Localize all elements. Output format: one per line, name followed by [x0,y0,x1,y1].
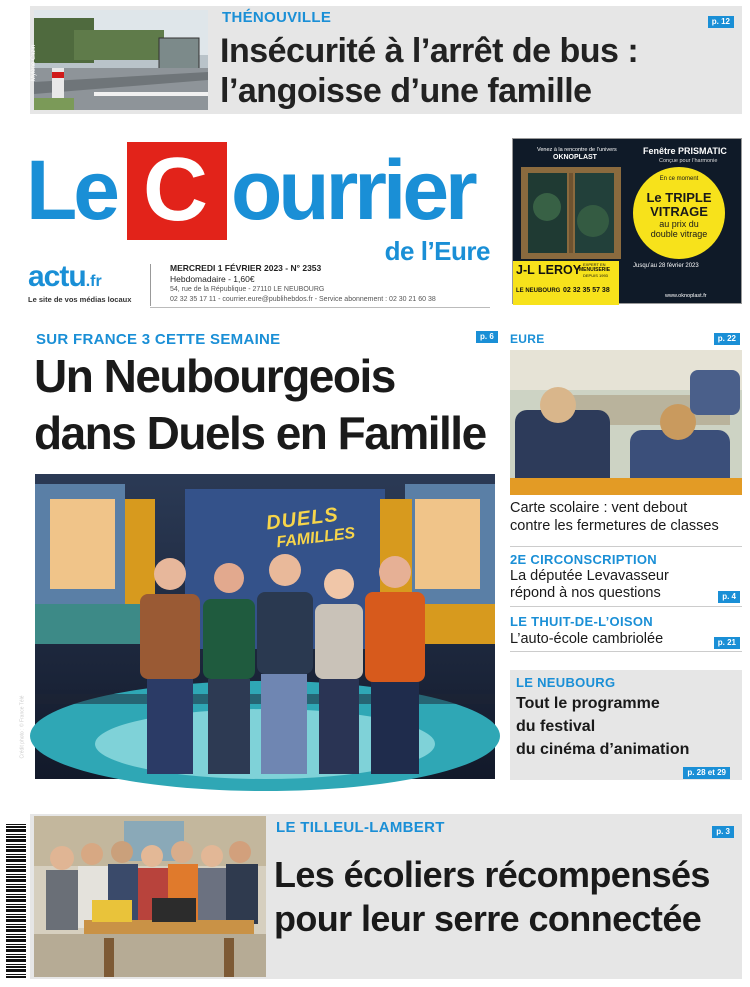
bottom-teaser-photo [34,816,266,977]
ad-badge-intro: En ce moment [659,176,699,182]
actu-tagline: Le site de vos médias locaux [28,295,132,304]
masthead-c-block [127,142,227,240]
masthead-underline [150,307,490,308]
top-teaser-page: p. 12 [708,16,734,28]
ad-website: www.oknoplast.fr [665,293,707,299]
main-story-category: SUR FRANCE 3 CETTE SEMAINE [36,331,281,348]
sidebar-neubourg-headline-1: Tout le programme [516,695,660,712]
ad-dealer-sub3: DEPUIS 1993 [583,273,608,278]
sidebar-eure-headline-1: Carte scolaire : vent debout [510,500,688,516]
ad-window-image [521,167,621,259]
masthead-title-rest: ourrier [231,143,474,237]
top-teaser-category: THÉNOUVILLE [222,9,332,26]
bottom-teaser-category: LE TILLEUL-LAMBERT [276,819,445,836]
sidebar-neubourg-headline-2: du festival [516,718,596,735]
masthead-subtitle: de l’Eure [384,236,490,266]
ad-dealer-box [513,261,619,305]
sidebar-eure[interactable] [510,330,742,542]
main-story-photo[interactable] [19,474,495,779]
sidebar-eure-photo [510,350,742,495]
masthead-divider [150,264,151,306]
actu-logo-text: actu [28,260,86,293]
ad-brand: OKNOPLAST [553,154,597,161]
ad-dealer-sub2: MENUISERIE [579,267,611,273]
set-sign-line2: FAMILLES [275,524,357,552]
ad-dealer: J-L LEROY [516,263,582,277]
ad-title: Fenêtre PRISMATIC [643,146,727,156]
ad-intro: Venez à la rencontre de l’univers [537,147,617,153]
ad-dealer-sub1: EXPERT EN [583,262,606,267]
masthead-title-c: C [143,140,208,240]
sidebar-circ-headline-1: La députée Levavasseur [510,568,669,584]
bottom-teaser[interactable] [30,814,742,979]
bottom-teaser-headline-2: pour leur serre connectée [274,898,702,939]
masthead-date: MERCREDI 1 FÉVRIER 2023 - N° 2353 [170,263,322,273]
masthead-contacts: 02 32 35 17 11 - courrier.eure@publihebdos.fr - Service abonnement : 02 30 21 60 38 [170,296,436,303]
main-story-headline-1: Un Neubourgeois [34,350,395,402]
ad-until: Jusqu’au 28 février 2023 [633,263,699,269]
bottom-teaser-headline-1: Les écoliers récompensés [274,854,710,895]
ad-tagline: Conçue pour l’harmonie [659,158,718,164]
top-teaser[interactable] [30,6,742,114]
main-photo-credit: Crédit photo : © France Télé [19,695,26,759]
ad-badge-line4: double vitrage [650,229,708,239]
ad-badge-line1: Le TRIPLE [646,190,712,205]
photo-credit: Mylène Cazin [31,44,38,82]
actu-logo-tld: .fr [85,273,102,290]
sidebar-rule-3 [510,651,742,652]
main-story-headline-2: dans Duels en Famille [34,407,486,459]
top-teaser-headline-2: l’angoisse d’une famille [220,72,592,110]
sidebar-circ-category: 2E CIRCONSCRIPTION [510,552,657,567]
top-teaser-headline-1: Insécurité à l’arrêt de bus : [220,32,639,70]
sidebar-circ-headline-2: répond à nos questions [510,585,661,601]
sidebar-circonscription[interactable] [510,550,742,602]
sidebar-rule-1 [510,546,742,547]
sidebar-circ-page: p. 4 [718,591,740,603]
masthead-address: 54, rue de la République - 27110 LE NEUBOURG [170,286,325,293]
masthead-title-le: Le [26,143,117,237]
sidebar-thuit[interactable] [510,612,742,648]
sidebar-eure-headline-2: contre les fermetures de classes [510,518,719,534]
sidebar-neubourg[interactable] [510,670,742,780]
masthead [26,140,496,310]
advert[interactable] [512,138,742,304]
sidebar-neubourg-page: p. 28 et 29 [683,767,730,779]
sidebar-eure-category: EURE [510,332,545,346]
sidebar-neubourg-headline-3: du cinéma d’animation [516,741,690,758]
ad-badge-line3: au prix du [659,219,699,229]
ad-badge-line2: VITRAGE [650,204,708,219]
ad-phone: 02 32 35 57 38 [563,287,610,294]
sidebar-neubourg-category: LE NEUBOURG [516,675,616,690]
sidebar-eure-page: p. 22 [714,333,740,345]
sidebar-thuit-headline: L’auto-école cambriolée [510,631,664,647]
ad-town: LE NEUBOURG [516,288,561,294]
sidebar-thuit-page: p. 21 [714,637,740,649]
set-sign-line1: DUELS [264,503,340,535]
top-teaser-photo [31,10,208,110]
main-story-page: p. 6 [476,331,498,343]
sidebar-rule-2 [510,606,742,607]
masthead-price: Hebdomadaire - 1,60€ [170,274,255,284]
actu-logo[interactable] [28,260,102,294]
ad-badge [633,167,725,259]
bottom-teaser-page: p. 3 [712,826,734,838]
sidebar-thuit-category: LE THUIT-DE-L’OISON [510,614,653,629]
barcode [6,822,26,978]
